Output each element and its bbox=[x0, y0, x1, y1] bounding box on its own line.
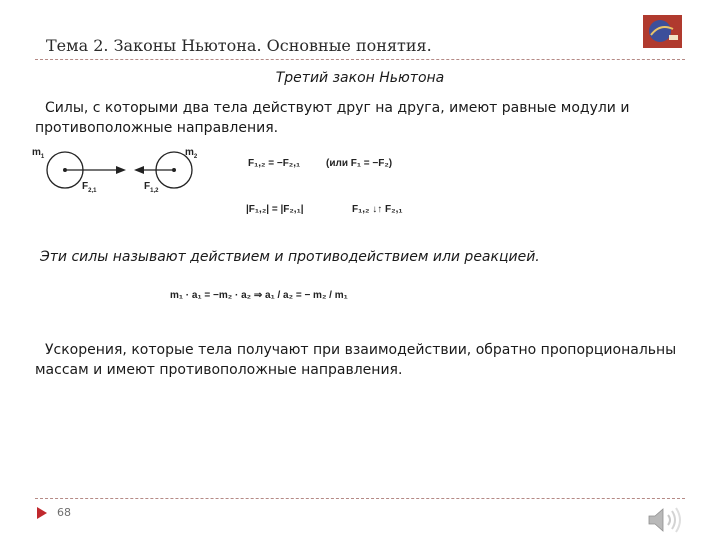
paragraph-newton-third-law bbox=[35, 98, 685, 138]
force12-label: $F_{1,2}$ bbox=[144, 181, 159, 194]
formula-acceleration-ratio bbox=[168, 278, 398, 314]
eq3-text: F₁,₂ ↓↑ F₂,₁ bbox=[352, 204, 403, 215]
header-divider bbox=[35, 59, 685, 60]
formula-vector-equality bbox=[240, 148, 430, 178]
formula-magnitude-equality bbox=[240, 194, 430, 224]
mass1-label: $m_1$ bbox=[32, 147, 45, 160]
speaker-icon[interactable] bbox=[645, 505, 689, 535]
interaction-diagram bbox=[30, 142, 220, 198]
paragraph-accelerations bbox=[35, 340, 685, 380]
paragraph-text: Ускорения, которые тела получают при взаимодействии, обратно пропорциональны массам и имеют противоположные направления. bbox=[35, 342, 677, 378]
footer-divider bbox=[35, 498, 685, 499]
eq2-text: |F₁,₂| = |F₂,₁| bbox=[246, 204, 304, 215]
section-subtitle: Третий закон Ньютона bbox=[275, 70, 445, 86]
eq1-text: F₁,₂ = −F₂,₁ bbox=[248, 158, 301, 169]
eq4-text: m₁ · a₁ = −m₂ · a₂ ⇒ a₁ / a₂ = − m₂ / m₁ bbox=[170, 290, 348, 301]
slide-title: Тема 2. Законы Ньютона. Основные понятия. bbox=[46, 36, 432, 55]
body1-center bbox=[63, 168, 67, 172]
institution-logo-icon bbox=[643, 15, 682, 48]
force21-label: $F_{2,1}$ bbox=[82, 181, 97, 194]
mass2-label: $m_2$ bbox=[185, 147, 198, 160]
body2-center bbox=[172, 168, 176, 172]
page-number: 68 bbox=[57, 506, 71, 519]
next-arrow-icon[interactable] bbox=[36, 506, 48, 520]
eq1-alt-text: (или F₁ = −F₂) bbox=[326, 158, 393, 169]
action-reaction-text: Эти силы называют действием и противодействием или реакцией. bbox=[40, 249, 540, 265]
paragraph-text: Силы, с которыми два тела действуют друг на друга, имеют равные модули и противоположные направления. bbox=[35, 100, 630, 136]
